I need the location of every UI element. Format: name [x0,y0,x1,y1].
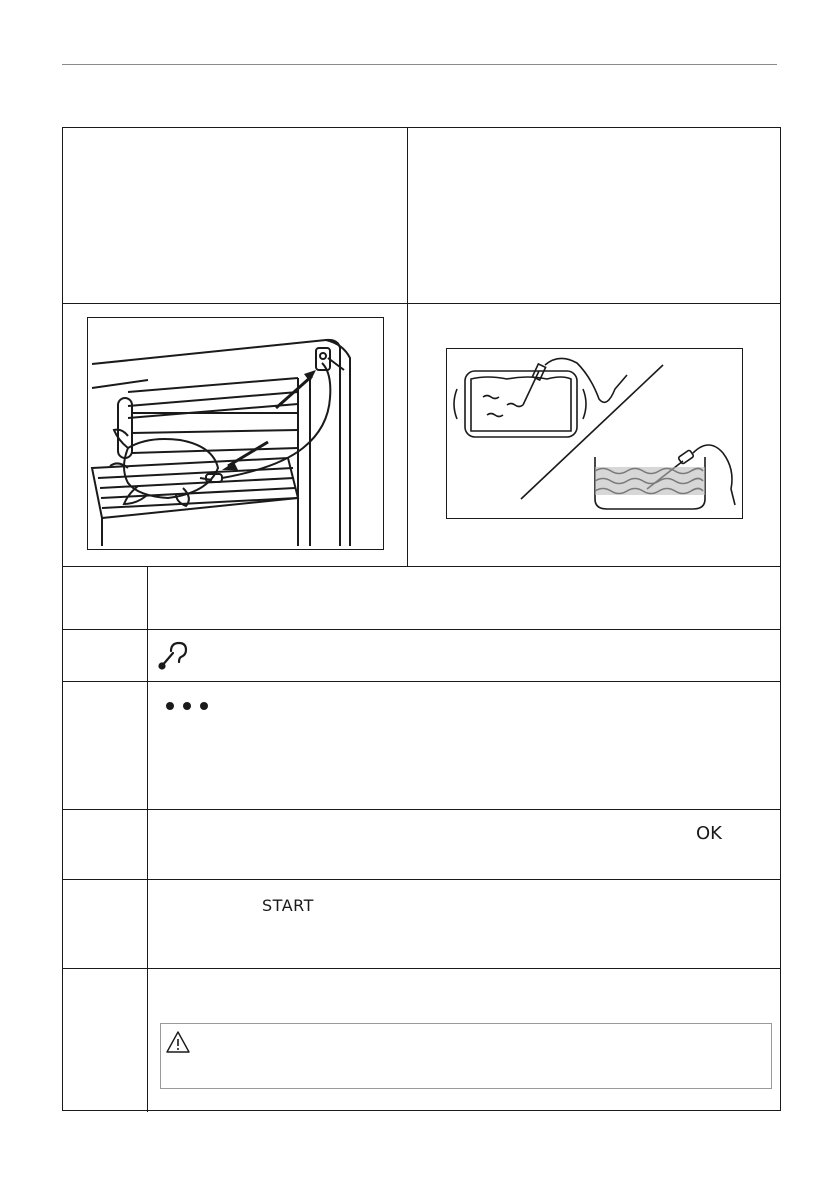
ok-button-label: OK [696,823,722,844]
core-probe-icon [157,639,189,671]
row-separator [63,303,780,304]
instruction-table [62,127,781,1111]
row-separator [63,681,780,682]
oven-probe-illustration [87,317,384,550]
three-dots-icon [163,699,215,713]
row-separator [63,566,780,567]
start-button-label: START [262,896,314,915]
probe-placement-illustration [446,348,743,519]
top-column-divider [407,128,408,566]
header-rule [62,64,777,65]
oven-chicken-drawing [88,318,383,549]
warning-notice [160,1023,772,1089]
row-separator [63,968,780,969]
dish-and-pot-drawing [447,349,742,518]
row-separator [63,879,780,880]
row-separator [63,629,780,630]
warning-triangle-icon [165,1030,191,1054]
row-separator [63,809,780,810]
step-column-divider [147,566,148,1112]
